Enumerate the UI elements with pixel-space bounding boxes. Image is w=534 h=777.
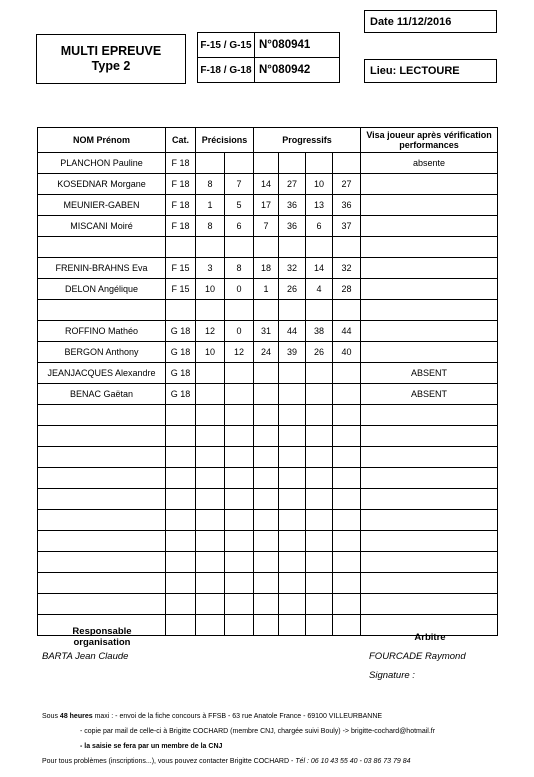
player-category (166, 531, 196, 552)
player-category (166, 447, 196, 468)
player-name (38, 405, 166, 426)
player-category: F 18 (166, 153, 196, 174)
precision-1: 8 (196, 174, 225, 195)
precision-2 (225, 237, 254, 258)
precision-1 (196, 573, 225, 594)
player-name (38, 489, 166, 510)
progressif-2 (279, 489, 306, 510)
visa-cell (361, 468, 498, 489)
visa-cell (361, 573, 498, 594)
table-row (38, 489, 498, 510)
visa-cell: ABSENT (361, 384, 498, 405)
progressif-3 (306, 384, 333, 405)
player-category: G 18 (166, 342, 196, 363)
footer-line-1-bold: 48 heures (59, 713, 93, 720)
table-row (38, 216, 498, 237)
precision-2: 5 (225, 195, 254, 216)
progressif-2 (279, 426, 306, 447)
player-category: F 15 (166, 258, 196, 279)
visa-cell (361, 258, 498, 279)
progressif-2 (279, 573, 306, 594)
player-category (166, 510, 196, 531)
table-row (38, 426, 498, 447)
visa-cell (361, 216, 498, 237)
progressif-4: 36 (333, 195, 361, 216)
precision-1: 10 (196, 279, 225, 300)
precision-1: 3 (196, 258, 225, 279)
progressif-3: 38 (306, 321, 333, 342)
progressif-4 (333, 531, 361, 552)
progressif-1 (254, 237, 279, 258)
col-visa-header: Visa joueur après vérification performances (361, 128, 498, 153)
visa-cell (361, 552, 498, 573)
progressif-1 (254, 531, 279, 552)
precision-1: 1 (196, 195, 225, 216)
player-name (38, 468, 166, 489)
visa-cell (361, 594, 498, 615)
player-category: F 18 (166, 195, 196, 216)
progressif-1: 7 (254, 216, 279, 237)
precision-1 (196, 594, 225, 615)
table-row (38, 174, 498, 195)
progressif-4 (333, 510, 361, 531)
player-name (38, 426, 166, 447)
progressif-4: 37 (333, 216, 361, 237)
player-category: F 18 (166, 174, 196, 195)
code-category: F-15 / G-15 (198, 33, 255, 58)
precision-1 (196, 510, 225, 531)
category-codes-table (197, 32, 340, 83)
player-name (38, 552, 166, 573)
progressif-4 (333, 237, 361, 258)
table-row (38, 447, 498, 468)
progressif-2: 44 (279, 321, 306, 342)
precision-1 (196, 300, 225, 321)
results-body (38, 153, 498, 636)
progressif-4 (333, 300, 361, 321)
visa-cell (361, 279, 498, 300)
player-name: MISCANI Moiré (38, 216, 166, 237)
progressif-1 (254, 615, 279, 636)
progressif-3 (306, 594, 333, 615)
code-number: N°080941 (255, 33, 340, 58)
progressif-2: 26 (279, 279, 306, 300)
progressif-1 (254, 405, 279, 426)
progressif-4: 40 (333, 342, 361, 363)
progressif-4: 28 (333, 279, 361, 300)
table-row (38, 279, 498, 300)
table-row (38, 573, 498, 594)
player-category: G 18 (166, 321, 196, 342)
table-row (38, 321, 498, 342)
player-name (38, 531, 166, 552)
table-row (38, 195, 498, 216)
arbitre-name: FOURCADE Raymond (369, 651, 466, 662)
progressif-4 (333, 426, 361, 447)
player-name (38, 447, 166, 468)
player-category (166, 237, 196, 258)
player-name (38, 573, 166, 594)
precision-2 (225, 531, 254, 552)
progressif-2 (279, 552, 306, 573)
results-table (37, 127, 498, 636)
player-name: JEANJACQUES Alexandre (38, 363, 166, 384)
footer-line-3: - la saisie se fera par un membre de la CNJ (80, 743, 223, 750)
precision-1 (196, 468, 225, 489)
player-name (38, 510, 166, 531)
player-category (166, 489, 196, 510)
table-row (38, 510, 498, 531)
visa-cell (361, 489, 498, 510)
precision-1: 10 (196, 342, 225, 363)
progressif-3 (306, 531, 333, 552)
progressif-2 (279, 300, 306, 321)
precision-2 (225, 447, 254, 468)
player-category: F 15 (166, 279, 196, 300)
progressif-1: 24 (254, 342, 279, 363)
precision-2 (225, 153, 254, 174)
code-category: F-18 / G-18 (198, 58, 255, 83)
progressif-1: 14 (254, 174, 279, 195)
col-name-header: NOM Prénom (38, 128, 166, 153)
player-name: BENAC Gaëtan (38, 384, 166, 405)
precision-2 (225, 468, 254, 489)
player-name (38, 594, 166, 615)
visa-cell: absente (361, 153, 498, 174)
precision-1 (196, 426, 225, 447)
visa-cell (361, 342, 498, 363)
col-precisions-header: Précisions (196, 128, 254, 153)
visa-cell: ABSENT (361, 363, 498, 384)
table-row (38, 342, 498, 363)
progressif-4 (333, 447, 361, 468)
progressif-3: 6 (306, 216, 333, 237)
visa-cell (361, 300, 498, 321)
progressif-2: 39 (279, 342, 306, 363)
precision-2 (225, 489, 254, 510)
player-category (166, 405, 196, 426)
date-box: Date 11/12/2016 (364, 10, 497, 33)
progressif-3: 14 (306, 258, 333, 279)
responsable-name: BARTA Jean Claude (42, 651, 129, 662)
player-name: MEUNIER-GABEN (38, 195, 166, 216)
progressif-3 (306, 447, 333, 468)
progressif-4 (333, 405, 361, 426)
progressif-1 (254, 300, 279, 321)
footer-line-4-tel: Tél : 06 10 43 55 40 - 03 86 73 79 84 (295, 758, 411, 765)
player-category (166, 573, 196, 594)
responsable-label: Responsable organisation (72, 626, 132, 648)
progressif-2 (279, 237, 306, 258)
event-title-box (36, 34, 186, 84)
footer-line-4-prefix: Pour tous problèmes (inscriptions...), vous pouvez contacter Brigitte COCHARD - (42, 758, 294, 765)
progressif-2 (279, 468, 306, 489)
player-category (166, 615, 196, 636)
progressif-3 (306, 573, 333, 594)
progressif-1 (254, 489, 279, 510)
event-type: Type 2 (91, 59, 131, 73)
precision-2: 6 (225, 216, 254, 237)
player-category (166, 594, 196, 615)
precision-2 (225, 426, 254, 447)
player-category: G 18 (166, 363, 196, 384)
precision-2: 12 (225, 342, 254, 363)
precision-1 (196, 384, 225, 405)
progressif-3 (306, 405, 333, 426)
col-cat-header: Cat. (166, 128, 196, 153)
progressif-3 (306, 468, 333, 489)
progressif-3 (306, 510, 333, 531)
precision-1 (196, 405, 225, 426)
progressif-2: 36 (279, 195, 306, 216)
player-category: G 18 (166, 384, 196, 405)
progressif-1 (254, 153, 279, 174)
progressif-4 (333, 573, 361, 594)
progressif-2: 27 (279, 174, 306, 195)
progressif-1 (254, 510, 279, 531)
progressif-4 (333, 153, 361, 174)
visa-cell (361, 237, 498, 258)
progressif-3: 13 (306, 195, 333, 216)
progressif-3 (306, 237, 333, 258)
visa-cell (361, 531, 498, 552)
header-row (38, 128, 498, 153)
progressif-2 (279, 531, 306, 552)
progressif-2 (279, 405, 306, 426)
precision-2 (225, 384, 254, 405)
footer-line-1-rest: maxi : - envoi de la fiche concours à FFSB - 63 rue Anatole France - 69100 VILLEURBANNE (94, 713, 383, 720)
precision-1 (196, 615, 225, 636)
progressif-1 (254, 552, 279, 573)
progressif-1 (254, 384, 279, 405)
footer-line-2: - copie par mail de celle-ci à Brigitte COCHARD (membre CNJ, chargée suivi Bouly) -> brigitte-cochard@hotmail.fr (80, 728, 436, 735)
col-progressifs-header: Progressifs (254, 128, 361, 153)
code-row (198, 58, 340, 83)
progressif-1: 17 (254, 195, 279, 216)
progressif-1 (254, 468, 279, 489)
progressif-2: 36 (279, 216, 306, 237)
progressif-2 (279, 510, 306, 531)
player-name (38, 300, 166, 321)
visa-cell (361, 510, 498, 531)
precision-2 (225, 573, 254, 594)
visa-cell (361, 195, 498, 216)
progressif-3: 4 (306, 279, 333, 300)
visa-cell (361, 447, 498, 468)
progressif-3: 26 (306, 342, 333, 363)
progressif-2 (279, 153, 306, 174)
precision-1 (196, 237, 225, 258)
player-category: F 18 (166, 216, 196, 237)
player-category (166, 426, 196, 447)
table-row (38, 594, 498, 615)
progressif-4: 32 (333, 258, 361, 279)
player-name: ROFFINO Mathéo (38, 321, 166, 342)
visa-cell (361, 426, 498, 447)
progressif-3 (306, 552, 333, 573)
progressif-4: 44 (333, 321, 361, 342)
progressif-4 (333, 489, 361, 510)
player-name: KOSEDNAR Morgane (38, 174, 166, 195)
progressif-2: 32 (279, 258, 306, 279)
precision-2 (225, 594, 254, 615)
precision-2: 0 (225, 321, 254, 342)
code-row (198, 33, 340, 58)
progressif-1 (254, 573, 279, 594)
player-name: DELON Angélique (38, 279, 166, 300)
progressif-4 (333, 384, 361, 405)
signature-label: Signature : (369, 670, 415, 681)
progressif-1 (254, 594, 279, 615)
progressif-3 (306, 153, 333, 174)
footer-line-1-prefix: Sous (42, 713, 58, 720)
event-title: MULTI EPREUVE (60, 44, 162, 58)
precision-1: 8 (196, 216, 225, 237)
player-name: PLANCHON Pauline (38, 153, 166, 174)
progressif-2 (279, 615, 306, 636)
progressif-4 (333, 468, 361, 489)
visa-cell (361, 321, 498, 342)
player-name: BERGON Anthony (38, 342, 166, 363)
progressif-4 (333, 615, 361, 636)
progressif-3 (306, 426, 333, 447)
progressif-1 (254, 447, 279, 468)
progressif-3 (306, 300, 333, 321)
precision-1 (196, 489, 225, 510)
lieu-box: Lieu: LECTOURE (364, 59, 497, 83)
progressif-2 (279, 594, 306, 615)
progressif-2 (279, 447, 306, 468)
progressif-1 (254, 426, 279, 447)
progressif-4 (333, 552, 361, 573)
table-row (38, 552, 498, 573)
precision-2 (225, 552, 254, 573)
progressif-3: 10 (306, 174, 333, 195)
progressif-3 (306, 615, 333, 636)
progressif-2 (279, 363, 306, 384)
table-row (38, 531, 498, 552)
code-number: N°080942 (255, 58, 340, 83)
progressif-4 (333, 363, 361, 384)
precision-2 (225, 510, 254, 531)
progressif-1 (254, 363, 279, 384)
precision-1 (196, 153, 225, 174)
precision-2 (225, 300, 254, 321)
table-row (38, 237, 498, 258)
precision-1 (196, 447, 225, 468)
table-row (38, 384, 498, 405)
table-row (38, 300, 498, 321)
progressif-2 (279, 384, 306, 405)
precision-2: 0 (225, 279, 254, 300)
table-row (38, 153, 498, 174)
player-name: FRENIN-BRAHNS Eva (38, 258, 166, 279)
precision-1 (196, 552, 225, 573)
player-category (166, 552, 196, 573)
progressif-1: 1 (254, 279, 279, 300)
table-row (38, 258, 498, 279)
player-name (38, 237, 166, 258)
precision-2: 7 (225, 174, 254, 195)
precision-2 (225, 363, 254, 384)
precision-2: 8 (225, 258, 254, 279)
precision-1 (196, 531, 225, 552)
table-row (38, 468, 498, 489)
footer-line-4 (42, 754, 410, 769)
footer-line-1 (42, 709, 382, 724)
progressif-4 (333, 594, 361, 615)
table-row (38, 363, 498, 384)
progressif-3 (306, 363, 333, 384)
arbitre-label: Arbitre (414, 632, 446, 643)
progressif-3 (306, 489, 333, 510)
player-category (166, 300, 196, 321)
precision-2 (225, 615, 254, 636)
progressif-1: 18 (254, 258, 279, 279)
precision-1 (196, 363, 225, 384)
player-category (166, 468, 196, 489)
precision-1: 12 (196, 321, 225, 342)
table-row (38, 405, 498, 426)
progressif-1: 31 (254, 321, 279, 342)
visa-cell (361, 174, 498, 195)
precision-2 (225, 405, 254, 426)
progressif-4: 27 (333, 174, 361, 195)
visa-cell (361, 405, 498, 426)
